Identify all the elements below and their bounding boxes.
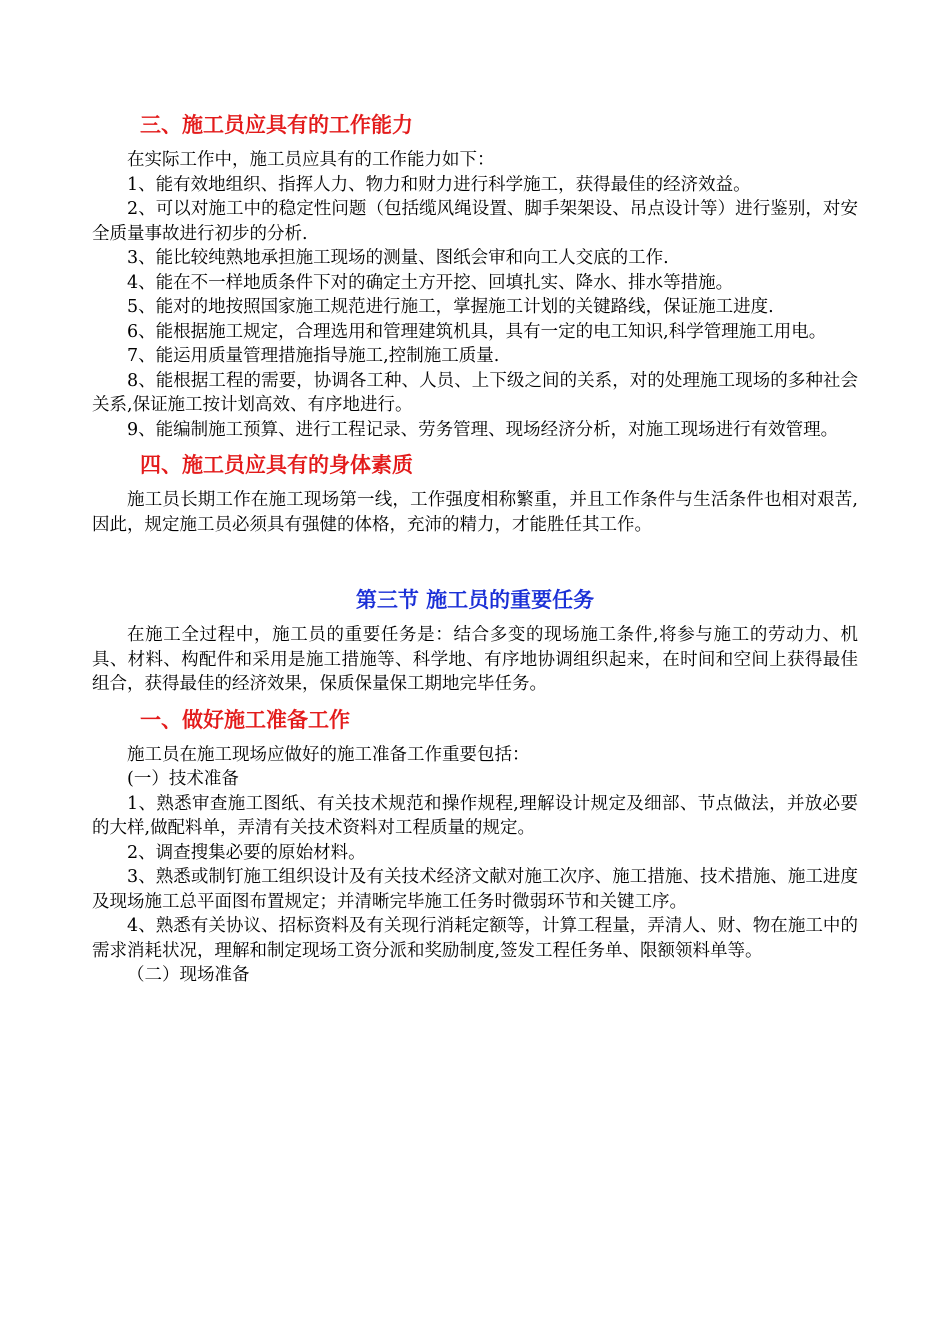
paragraph: 在施工全过程中，施工员的重要任务是：结合多变的现场施工条件,将参与施工的劳动力、机具、材料、构配件和采用是施工措施等、科学地、有序地协调组织起来，在时间和空间上获得最佳组合，获得最佳的经济效果，保质保量保工期地完毕任务。: [92, 625, 858, 694]
document-body: [92, 108, 858, 988]
list-item: 5、能对的地按照国家施工规范进行施工，掌握施工计划的关键路线，保证施工进度.: [127, 297, 774, 317]
list-item: 1、熟悉审查施工图纸、有关技术规范和操作规程,理解设计规定及细部、节点做法，并放必要的大样,做配料单，弄清有关技术资料对工程质量的规定。: [92, 793, 858, 838]
heading-work-ability: 三、施工员应具有的工作能力: [140, 113, 413, 137]
list-item: 3、熟悉或制钉施工组织设计及有关技术经济文献对施工次序、施工措施、技术措施、施工进度及现场施工总平面图布置规定；并清晰完毕施工任务时微弱环节和关键工序。: [92, 867, 858, 912]
subheading: (一）技术准备: [127, 769, 239, 789]
list-item: 2、调查搜集必要的原始材料。: [127, 842, 366, 863]
list-item: 9、能编制施工预算、进行工程记录、劳务管理、现场经济分析，对施工现场进行有效管理。: [127, 419, 839, 440]
list-item: 2、可以对施工中的稳定性问题（包括缆风绳设置、脚手架架设、吊点设计等）进行鉴别，对安全质量事故进行初步的分析.: [92, 199, 858, 244]
list-item: 6、能根据施工规定，合理选用和管理建筑机具，具有一定的电工知识,科学管理施工用电。: [127, 321, 827, 342]
paragraph: 施工员长期工作在施工现场第一线，工作强度相称繁重，并且工作条件与生活条件也相对艰苦,因此，规定施工员必须具有强健的体格，充沛的精力，才能胜任其工作。: [92, 490, 858, 535]
subheading: （二）现场准备: [127, 965, 250, 985]
list-item: 1、能有效地组织、指挥人力、物力和财力进行科学施工，获得最佳的经济效益。: [127, 174, 751, 195]
heading-physical-quality: 四、施工员应具有的身体素质: [140, 453, 413, 477]
list-item: 4、熟悉有关协议、招标资料及有关现行消耗定额等，计算工程量，弄清人、财、物在施工中的需求消耗状况，理解和制定现场工资分派和奖励制度,签发工程任务单、限额领料单等。: [92, 916, 858, 961]
heading-preparation: 一、做好施工准备工作: [140, 707, 350, 732]
list-item: 4、能在不一样地质条件下对的确定土方开挖、回填扎实、降水、排水等措施。: [127, 272, 734, 293]
list-item: 8、能根据工程的需要，协调各工种、人员、上下级之间的关系，对的处理施工现场的多种社会关系,保证施工按计划高效、有序地进行。: [92, 370, 858, 415]
list-item: 3、能比较纯熟地承担施工现场的测量、图纸会审和向工人交底的工作.: [127, 248, 669, 268]
paragraph: 在实际工作中，施工员应具有的工作能力如下：: [127, 150, 495, 170]
paragraph: 施工员在施工现场应做好的施工准备工作重要包括：: [127, 744, 530, 765]
list-item: 7、能运用质量管理措施指导施工,控制施工质量.: [127, 346, 500, 366]
section-title: 第三节 施工员的重要任务: [355, 588, 595, 612]
